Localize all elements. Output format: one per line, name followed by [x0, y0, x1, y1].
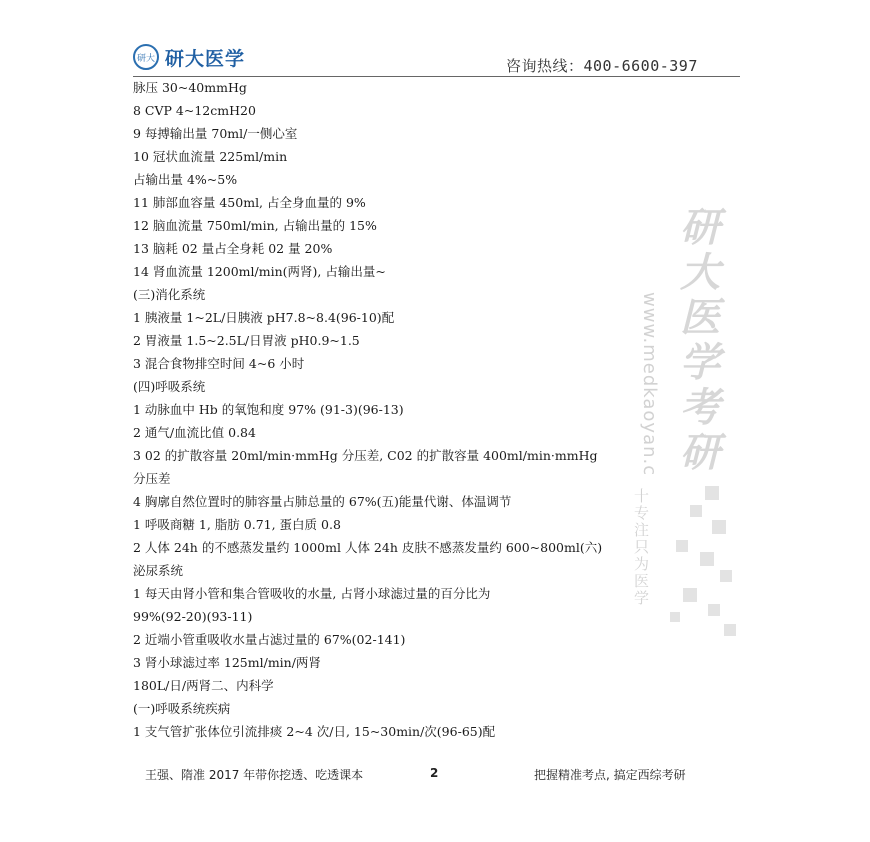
text-line: 9 每搏输出量 70ml/一侧心室 [133, 126, 298, 141]
text-line: 2 通气/血流比值 0.84 [133, 425, 256, 440]
text-line: 4 胸廓自然位置时的肺容量占肺总量的 67%(五)能量代谢、体温调节 [133, 494, 512, 509]
text-line: 99%(92-20)(93-11) [133, 609, 253, 624]
text-line: 2 人体 24h 的不感蒸发量约 1000ml 人体 24h 皮肤不感蒸发量约 600~800ml(六) [133, 540, 603, 555]
section-heading: (一)呼吸系统疾病 [133, 701, 231, 716]
text-line: 2 近端小管重吸收水量占滤过量的 67%(02-141) [133, 632, 406, 647]
text-line: 180L/日/两肾二、内科学 [133, 678, 274, 693]
text-line: 12 脑血流量 750ml/min, 占输出量的 15% [133, 218, 377, 233]
footer-right: 把握精准考点, 搞定西综考研 [534, 768, 686, 782]
logo [133, 44, 245, 70]
page-number: 2 [430, 766, 439, 780]
text-line: 分压差 [133, 471, 171, 486]
text-line: 10 冠状血流量 225ml/min [133, 149, 288, 164]
text-line: 11 肺部血容量 450ml, 占全身血量的 9% [133, 195, 366, 210]
text-line: 3 肾小球滤过率 125ml/min/两肾 [133, 655, 321, 670]
text-line: 8 CVP 4~12cmH20 [133, 103, 256, 118]
text-line: 脉压 30~40mmHg [133, 80, 247, 95]
section-heading: (三)消化系统 [133, 287, 206, 302]
watermark-title: 研大医学考研 [680, 204, 720, 476]
section-heading: 泌尿系统 [133, 563, 184, 578]
text-line: 1 每天由肾小管和集合管吸收的水量, 占肾小球滤过量的百分比为 [133, 586, 491, 601]
text-line: 占输出量 4%~5% [133, 172, 238, 187]
text-line: 1 呼吸商糖 1, 脂肪 0.71, 蛋白质 0.8 [133, 517, 341, 532]
text-line: 14 肾血流量 1200ml/min(两肾), 占输出量~ [133, 264, 386, 279]
text-line: 3 混合食物排空时间 4~6 小时 [133, 356, 305, 371]
text-line: 3 02 的扩散容量 20ml/min·mmHg 分压差, C02 的扩散容量 400ml/min·mmHg [133, 448, 598, 463]
footer-left: 王强、隋准 2017 年带你挖透、吃透课本 [145, 768, 364, 782]
text-line: 1 胰液量 1~2L/日胰液 pH7.8~8.4(96-10)配 [133, 310, 395, 325]
logo-mark-icon: 研大 [133, 44, 159, 70]
text-line: 2 胃液量 1.5~2.5L/日胃液 pH0.9~1.5 [133, 333, 360, 348]
watermark-slogan: 十专注只为医学 [632, 488, 650, 607]
hotline: 咨询热线：400-6600-397 [506, 57, 698, 75]
logo-text: 研大医学 [165, 47, 246, 70]
text-line: 1 动脉血中 Hb 的氧饱和度 97% (91-3)(96-13) [133, 402, 404, 417]
text-line: 13 脑耗 02 量占全身耗 02 量 20% [133, 241, 333, 256]
watermark-url: www.medkaoyan.c [639, 292, 660, 477]
text-line: 1 支气管扩张体位引流排痰 2~4 次/日, 15~30min/次(96-65)配 [133, 724, 496, 739]
content-lines [133, 76, 753, 743]
section-heading: (四)呼吸系统 [133, 379, 206, 394]
